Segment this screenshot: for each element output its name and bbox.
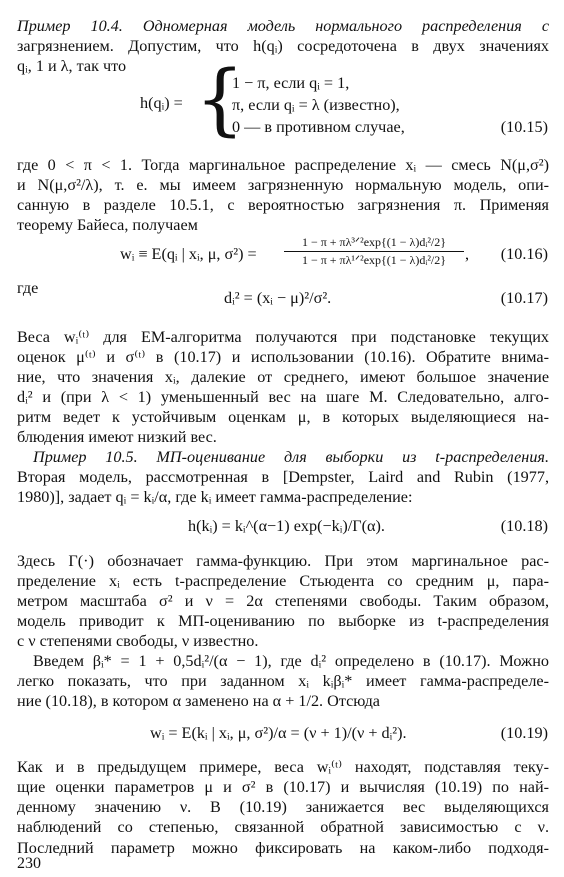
text-line: Вторая модель, рассмотренная в [Dempster, Laird and Rubin (1977,: [17, 467, 549, 486]
text-line: денному значению ν. В (10.19) занижается вес выделяющихся: [17, 798, 549, 817]
text-line: Здесь Γ(·) обозначает гамма-функцию. При этом маргинальное рас-: [17, 552, 549, 571]
equation-number: (10.17): [500, 289, 548, 308]
text-line: Как и в предыдущем примере, веса wᵢ⁽ᵗ⁾ находят, подставляя теку-: [17, 758, 549, 777]
equation-number: (10.15): [500, 117, 548, 136]
fraction-denominator: 1 − π + πλ¹ᐟ²exp{(1 − λ)dᵢ²/2}: [301, 252, 447, 267]
equation-number: (10.16): [500, 245, 548, 264]
equation-lhs: wᵢ ≡ E(qᵢ | xᵢ, μ, σ²) =: [120, 245, 257, 264]
text-line: ние, что значения xᵢ, далекие от среднего, имеют большое значение: [17, 367, 549, 386]
text-line: с ν степенями свободы, ν известно.: [17, 632, 259, 651]
text-line: dᵢ² и (при λ < 1) уменьшенный вес на шаге М. Следовательно, алго-: [17, 387, 549, 406]
text-line: Веса wᵢ⁽ᵗ⁾ для ЕМ-алгоритма получаются при подстановке текущих: [17, 327, 549, 346]
text-line: щие оценки параметров μ и σ² в (10.17) и вычисляя (10.19) по най-: [17, 778, 549, 797]
text-line: qᵢ, 1 и λ, так что: [17, 57, 127, 76]
text-line: Последний параметр можно фиксировать на каком-либо подходя-: [17, 838, 549, 857]
equation-case: 0 — в противном случае,: [232, 117, 405, 136]
text-line: санную в разделе 10.5.1, с вероятностью загрязнения π. Применяя: [17, 195, 549, 214]
equation: wᵢ = E(kᵢ | xᵢ, μ, σ²)/α = (ν + 1)/(ν + dᵢ²).: [150, 723, 407, 742]
equation-number: (10.19): [500, 723, 548, 742]
fraction-numerator: 1 − π + πλ³ᐟ²exp{(1 − λ)dᵢ²/2}: [284, 236, 464, 252]
equation-case: 1 − π, если qᵢ = 1,: [232, 73, 350, 92]
text-line: где: [17, 278, 39, 297]
text-line: ритм ведет к устойчивым оценкам μ, в которых выделяющиеся на-: [17, 407, 549, 426]
equation-case: π, если qᵢ = λ (известно),: [232, 95, 400, 114]
text-line: загрязнением. Допустим, что h(qᵢ) сосредоточена в двух значениях: [17, 37, 549, 56]
text-line: модель приводит к МП-оцениванию по выборке из t-распределения: [17, 612, 549, 631]
text-line: ние (10.18), в котором α заменено на α + 1/2. Отсюда: [17, 692, 380, 711]
text-line: Пример 10.4. Одномерная модель нормального распределения с: [17, 17, 549, 36]
text-line: легко показать, что при заданном xᵢ kᵢβᵢ* имеет гамма-распределе-: [17, 672, 549, 691]
text-line: и N(μ,σ²/λ), т. е. мы имеем загрязненную нормальную модель, опи-: [17, 175, 549, 194]
text-line: Пример 10.5. МП-оценивание для выборки из t-распределения.: [33, 447, 549, 466]
equation: dᵢ² = (xᵢ − μ)²/σ².: [224, 289, 332, 308]
text-line: теорему Байеса, получаем: [17, 215, 198, 234]
text-line: 1980)], задает qᵢ = kᵢ/α, где kᵢ имеет гамма-распределение:: [17, 488, 413, 507]
equation-lhs: h(qᵢ) =: [140, 93, 183, 112]
curly-brace: {: [195, 55, 245, 146]
text-line: пределение xᵢ есть t-распределение Стьюдента со средним μ, пара-: [17, 572, 549, 591]
page-number: 230: [17, 855, 41, 872]
text-line: метром масштаба σ² и ν = 2α степенями свободы. Таким образом,: [17, 592, 549, 611]
text-line: оценок μ⁽ᵗ⁾ и σ⁽ᵗ⁾ в (10.17) и использовании (10.16). Обратите внима-: [17, 347, 549, 366]
text-line: наблюдений со степенью, связанной обратной зависимостью с ν.: [17, 818, 549, 837]
text-line: Введем βᵢ* = 1 + 0,5dᵢ²/(α − 1), где dᵢ² определено в (10.17). Можно: [33, 652, 549, 671]
equation-comma: ,: [465, 245, 470, 264]
equation-number: (10.18): [500, 516, 548, 535]
equation-fraction: [284, 236, 464, 267]
text-line: где 0 < π < 1. Тогда маргинальное распределение xᵢ — смесь N(μ,σ²): [17, 155, 549, 174]
equation: h(kᵢ) = kᵢ^(α−1) exp(−kᵢ)/Γ(α).: [188, 516, 385, 535]
text-line: блюдения имеют низкий вес.: [17, 427, 217, 446]
